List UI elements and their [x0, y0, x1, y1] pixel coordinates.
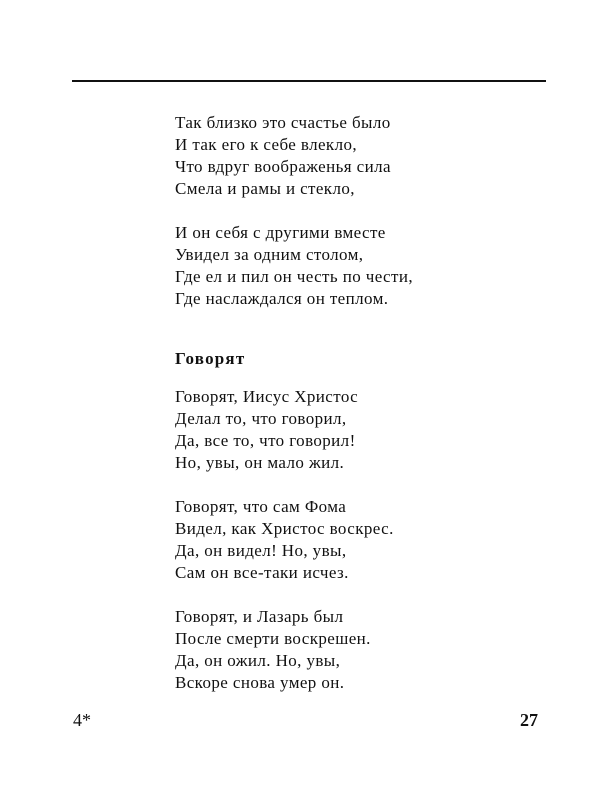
poem-line: Да, он видел! Но, увы,: [175, 541, 347, 560]
poem-title: Говорят: [175, 349, 246, 368]
stanza-gap: [175, 584, 535, 606]
top-rule: [72, 80, 546, 82]
stanza: [175, 496, 535, 584]
page-number: 27: [520, 710, 538, 730]
poem-line: Так близко это счастье было: [175, 113, 391, 132]
stanza: [175, 222, 535, 310]
stanza-gap: [175, 200, 535, 222]
poem-line: И так его к себе влекло,: [175, 135, 358, 154]
poem-line: Да, все то, что говорил!: [175, 431, 356, 450]
poem-line: И он себя с другими вместе: [175, 223, 386, 242]
stanza: [175, 112, 535, 200]
poem-line: Смела и рамы и стекло,: [175, 179, 355, 198]
poem-line: Что вдруг воображенья сила: [175, 157, 391, 176]
poem-line: Увидел за одним столом,: [175, 245, 364, 264]
poem-line: Вскоре снова умер он.: [175, 673, 345, 692]
signature-mark: 4*: [73, 710, 91, 730]
poem-line: Да, он ожил. Но, увы,: [175, 651, 341, 670]
stanza: [175, 386, 535, 474]
stanza: [175, 606, 535, 694]
poem-line: Где наслаждался он теплом.: [175, 289, 389, 308]
heading-gap: [175, 310, 535, 348]
poem-line: Говорят, и Лазарь был: [175, 607, 344, 626]
poem-line: Но, увы, он мало жил.: [175, 453, 345, 472]
poem-line: Сам он все-таки исчез.: [175, 563, 349, 582]
poem-line: Говорят, Иисус Христос: [175, 387, 359, 406]
heading-gap: [175, 370, 535, 386]
poem-line: После смерти воскрешен.: [175, 629, 371, 648]
poem-line: Делал то, что говорил,: [175, 409, 347, 428]
stanza-gap: [175, 474, 535, 496]
poem-line: Где ел и пил он честь по чести,: [175, 267, 413, 286]
poem-line: Говорят, что сам Фома: [175, 497, 347, 516]
poem-line: Видел, как Христос воскрес.: [175, 519, 394, 538]
poem-body: [175, 112, 535, 694]
